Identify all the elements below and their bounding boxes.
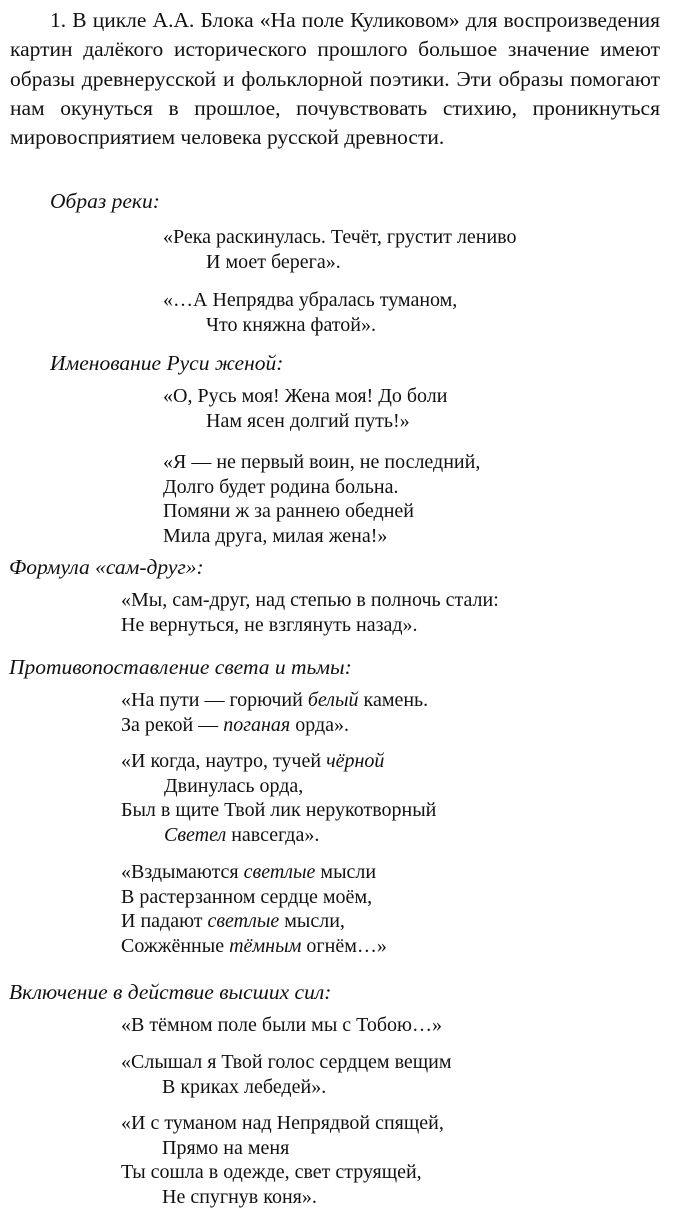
poem-line [121,860,387,885]
poem-line: Мила друга, милая жена!» [163,524,388,547]
poem-stanza [121,860,387,958]
line-text: огнём…» [301,934,387,957]
section-heading-sam-drug-formula: Формула «сам-друг»: [9,555,204,579]
line-text: «На пути — горючий [121,689,308,711]
poem-line: «В тёмном поле были мы с Тобою…» [121,1014,442,1036]
poem-line: В криках лебедей». [162,1075,327,1098]
poem-line: «И с туманом над Непрядвой спящей, [121,1112,444,1134]
poem-line [121,934,387,959]
poem-line [121,688,428,713]
poem-line: «О, Русь моя! Жена моя! До боли [163,385,448,407]
emphasis-word: светлые [243,861,316,883]
poem-line: Что княжна фатой». [206,313,376,336]
poem-line [121,909,387,934]
section-heading-river-image: Образ реки: [50,189,160,213]
line-text: «И когда, наутро, тучей [121,750,327,772]
poem-line: «Мы, сам-друг, над степью в полночь стали: [121,589,499,611]
poem-line: Прямо на меня [162,1136,290,1159]
poem-line [121,713,428,738]
emphasis-word: белый [307,689,359,711]
poem-line: «Река раскинулась. Течёт, грустит лениво [163,226,517,248]
poem-line: Был в щите Твой лик нерукотворный [121,799,437,821]
emphasis-word: Светел [164,823,227,846]
poem-stanza [163,384,447,433]
poem-stanza [121,749,436,847]
section-heading-higher-powers: Включение в действие высших сил: [9,980,332,1004]
emphasis-word: чёрной [326,750,385,772]
line-text: Сожжённые [121,934,230,957]
line-text: камень. [358,689,429,711]
poem-line: Не спугнув коня». [162,1185,317,1208]
section-heading-light-vs-dark: Противопоставление света и тьмы: [9,655,352,679]
line-text: За рекой — [121,713,224,736]
poem-line: Не вернуться, не взглянуть назад». [121,613,418,636]
poem-line: Нам ясен долгий путь!» [206,409,410,432]
poem-line: «Я — не первый воин, не последний, [163,451,481,473]
line-text: орда». [290,713,350,736]
poem-line: «Слышал я Твой голос сердцем вещим [121,1051,452,1073]
section-heading-rus-as-wife: Именование Руси женой: [50,351,284,375]
line-text: И падают [121,910,208,932]
emphasis-word: поганая [223,713,291,736]
poem-stanza [163,225,516,274]
poem-line [121,823,436,848]
poem-line: «…А Непрядва убралась туманом, [163,289,458,311]
poem-line [121,749,436,774]
poem-line: Долго будет родина больна. [163,475,399,498]
poem-line: И моет берега». [206,250,341,273]
line-text: мысли, [279,910,345,932]
line-text: навсегда». [226,823,320,846]
emphasis-word: тёмным [229,934,302,957]
emphasis-word: светлые [207,910,280,932]
poem-stanza [121,588,499,637]
poem-stanza [163,450,480,548]
poem-stanza [163,288,457,337]
poem-line: Ты сошла в одежде, свет струящей, [121,1161,422,1183]
poem-stanza [121,1050,452,1099]
poem-line: Двинулась орда, [164,774,304,797]
poem-line: В растерзанном сердце моём, [121,885,373,908]
poem-stanza [121,1111,444,1209]
line-text: мысли [315,861,377,883]
poem-stanza [121,688,428,737]
poem-stanza [121,1013,442,1038]
intro-paragraph: 1. В цикле А.А. Блока «На поле Куликовом» для воспроизведения картин далёкого исторического прошлого большое значение имеют образы древнерусской и фольклорной поэтики. Эти образы помогают нам окунуться в прошлое, почувствовать стихию, проникнуться мировосприятием человека русской древности. [10,8,660,150]
poem-line: Помяни ж за раннею обедней [163,500,415,522]
line-text: «Вздымаются [121,861,244,883]
